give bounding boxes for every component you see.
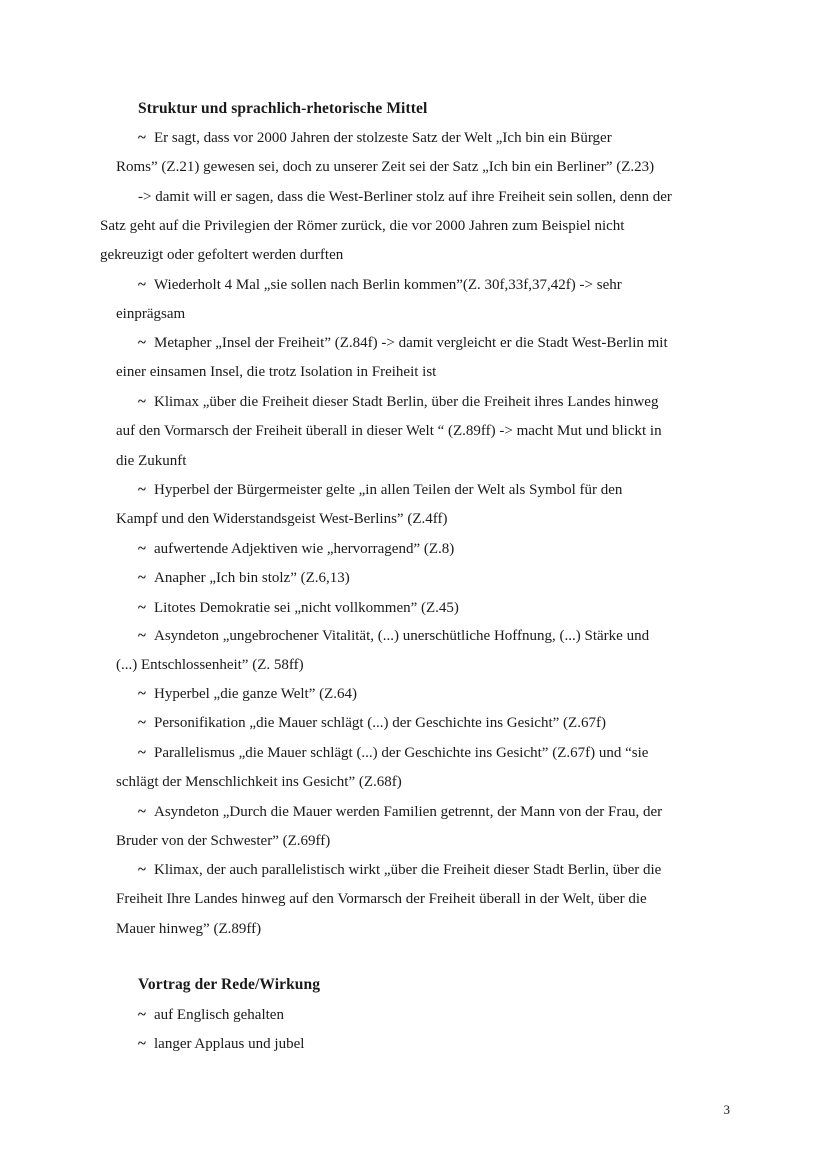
- text-line: ~ Asyndeton „ungebrochener Vitalität, (...) unerschütliche Hoffnung, (...) Stärke und: [100, 622, 740, 651]
- tilde-bullet-icon: ~: [138, 482, 146, 498]
- text-line: ~ Asyndeton „Durch die Mauer werden Familien getrennt, der Mann von der Frau, der: [100, 798, 740, 827]
- text-line: ~ Hyperbel „die ganze Welt” (Z.64): [100, 680, 740, 709]
- text-line: ~ Klimax, der auch parallelistisch wirkt „über die Freiheit dieser Stadt Berlin, über die: [100, 856, 740, 885]
- text-line: ~ Parallelismus „die Mauer schlägt (...) der Geschichte ins Gesicht” (Z.67f) und “sie: [100, 739, 740, 768]
- paragraph-metapher: [100, 329, 740, 388]
- tilde-bullet-icon: ~: [138, 628, 146, 644]
- tilde-bullet-icon: ~: [138, 570, 146, 587]
- paragraph-satz-roms: [100, 124, 740, 270]
- text-line: (...) Entschlossenheit” (Z. 58ff): [116, 657, 304, 674]
- paragraph-wiederholung: [100, 271, 740, 330]
- section-heading-vortrag: Vortrag der Rede/Wirkung: [138, 976, 321, 993]
- tilde-bullet-icon: ~: [138, 130, 146, 146]
- tilde-bullet-icon: ~: [138, 277, 146, 293]
- paragraph-vortrag: [100, 1001, 740, 1060]
- paragraph-asyndeton-mauer: [100, 798, 740, 857]
- text-line: ~ Er sagt, dass vor 2000 Jahren der stolzeste Satz der Welt „Ich bin ein Bürger: [100, 124, 740, 153]
- text-line: ~ Anapher „Ich bin stolz” (Z.6,13): [100, 564, 740, 593]
- paragraph-adjektive: [100, 535, 740, 623]
- text-line: Freiheit Ihre Landes hinweg auf den Vormarsch der Freiheit überall in der Welt, über die: [116, 891, 647, 908]
- paragraph-asyndeton-vitalitaet: [100, 622, 740, 681]
- text-line: gekreuzigt oder gefoltert werden durften: [100, 247, 344, 264]
- paragraph-hyperbel-welt: [100, 680, 740, 797]
- text-line: Kampf und den Widerstandsgeist West-Berlins” (Z.4ff): [116, 511, 448, 528]
- tilde-bullet-icon: ~: [138, 1007, 146, 1023]
- text-line: auf den Vormarsch der Freiheit überall in dieser Welt “ (Z.89ff) -> macht Mut und blickt in: [116, 423, 662, 440]
- paragraph-klimax-parallel: [100, 856, 740, 944]
- text-line: schlägt der Menschlichkeit ins Gesicht” (Z.68f): [116, 773, 402, 790]
- text-line: ~ Wiederholt 4 Mal „sie sollen nach Berlin kommen”(Z. 30f,33f,37,42f) -> sehr: [100, 271, 740, 300]
- text-line: ~ Klimax „über die Freiheit dieser Stadt Berlin, über die Freiheit ihres Landes hinweg: [100, 388, 740, 417]
- tilde-bullet-icon: ~: [138, 862, 146, 878]
- text-line: ~ Personifikation „die Mauer schlägt (...) der Geschichte ins Gesicht” (Z.67f): [100, 709, 740, 738]
- tilde-bullet-icon: ~: [138, 541, 146, 557]
- tilde-bullet-icon: ~: [138, 335, 146, 351]
- tilde-bullet-icon: ~: [138, 686, 146, 702]
- text-line: Roms” (Z.21) gewesen sei, doch zu unserer Zeit sei der Satz „Ich bin ein Berliner” (Z.23): [116, 159, 655, 176]
- section-heading-struktur: Struktur und sprachlich-rhetorische Mittel: [138, 100, 428, 117]
- text-line: Bruder von der Schwester” (Z.69ff): [116, 833, 331, 850]
- tilde-bullet-icon: ~: [138, 715, 146, 732]
- tilde-bullet-icon: ~: [138, 804, 146, 820]
- text-line: einer einsamen Insel, die trotz Isolation in Freiheit ist: [116, 364, 437, 381]
- text-line: Satz geht auf die Privilegien der Römer zurück, die vor 2000 Jahren zum Beispiel nicht: [100, 217, 625, 234]
- text-line: ~ Litotes Demokratie sei „nicht vollkommen” (Z.45): [100, 594, 740, 623]
- paragraph-klimax: [100, 388, 740, 476]
- text-line: einprägsam: [116, 306, 186, 323]
- text-line: ~ langer Applaus und jubel: [100, 1030, 740, 1059]
- text-line: ~ aufwertende Adjektiven wie „hervorragend” (Z.8): [100, 535, 740, 564]
- text-line: -> damit will er sagen, dass die West-Berliner stolz auf ihre Freiheit sein sollen, denn der: [138, 188, 672, 205]
- tilde-bullet-icon: ~: [138, 744, 146, 761]
- text-line: ~ auf Englisch gehalten: [100, 1001, 740, 1030]
- tilde-bullet-icon: ~: [138, 1036, 146, 1053]
- text-line: ~ Hyperbel der Bürgermeister gelte „in allen Teilen der Welt als Symbol für den: [100, 476, 740, 505]
- tilde-bullet-icon: ~: [138, 599, 146, 616]
- tilde-bullet-icon: ~: [138, 394, 146, 410]
- page-number: 3: [723, 1102, 730, 1117]
- paragraph-hyperbel-buergermeister: [100, 476, 740, 535]
- text-line: die Zukunft: [116, 452, 187, 469]
- text-line: ~ Metapher „Insel der Freiheit” (Z.84f) -> damit vergleicht er die Stadt West-Berlin mit: [100, 329, 740, 358]
- text-line: Mauer hinweg” (Z.89ff): [116, 920, 262, 937]
